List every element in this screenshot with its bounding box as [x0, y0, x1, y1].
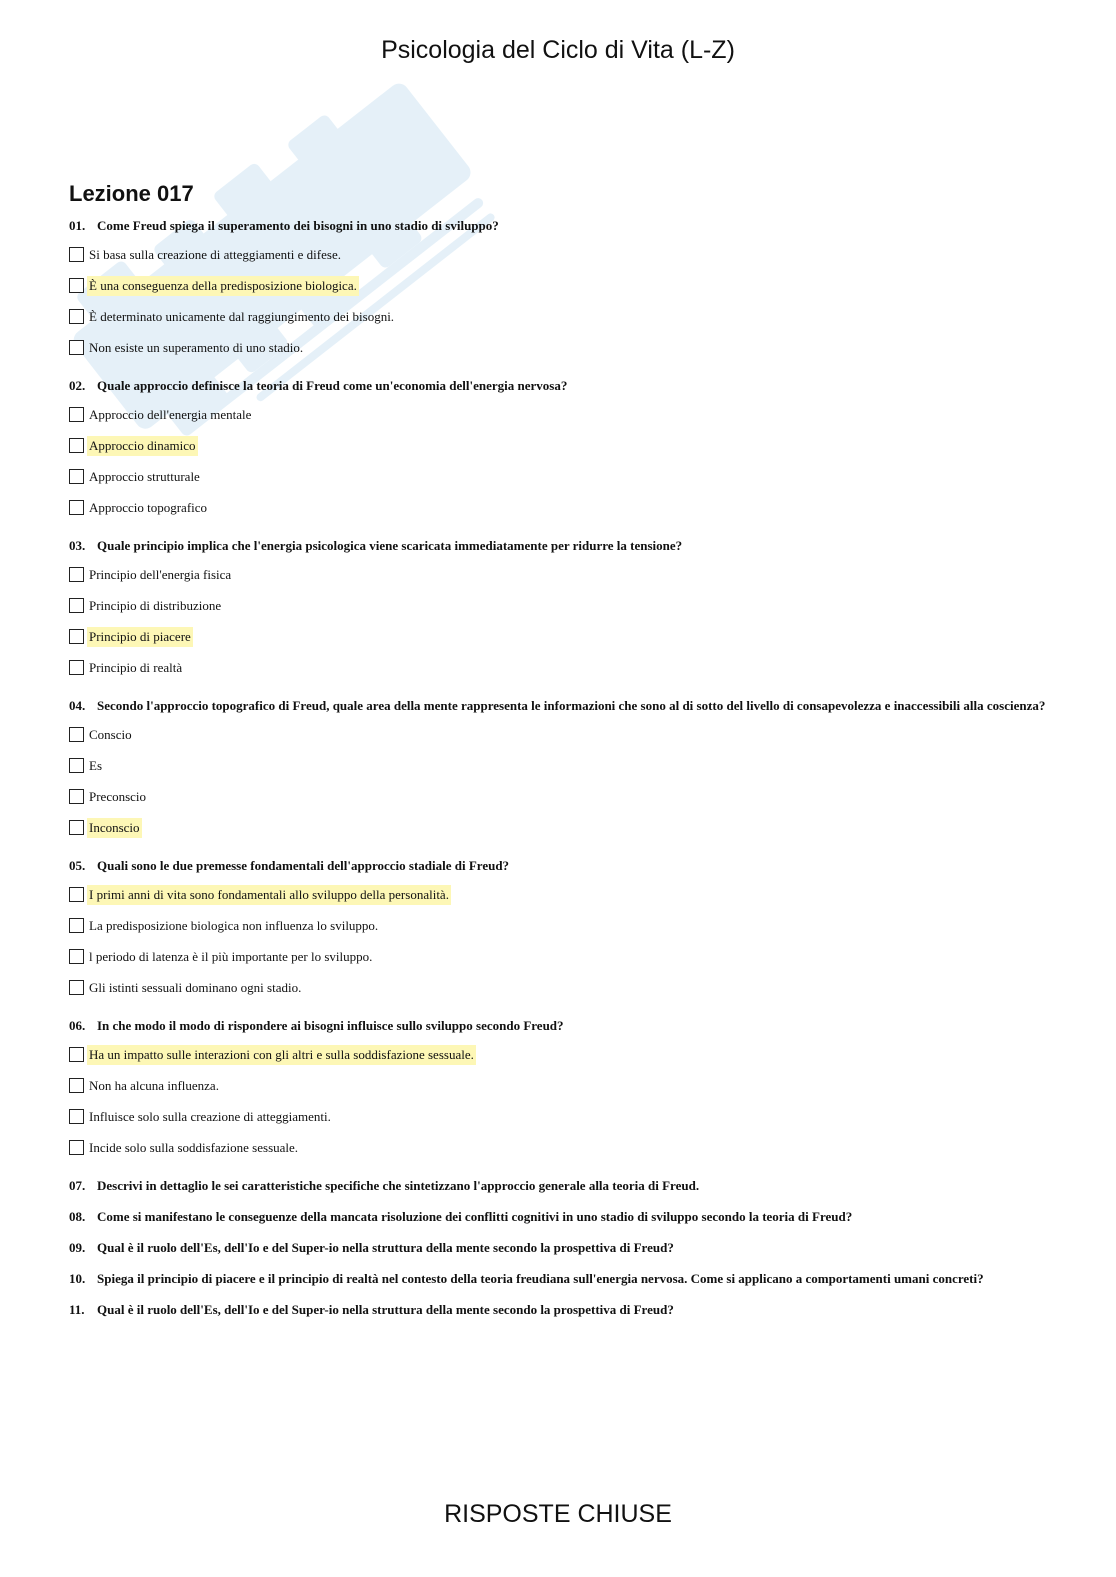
option-label: Es: [89, 757, 102, 773]
open-question-11: [69, 1302, 1049, 1318]
option-label: Approccio strutturale: [89, 468, 200, 484]
question-number: 01.: [69, 218, 86, 233]
question-text: Qual è il ruolo dell'Es, dell'Io e del Super-io nella struttura della mente secondo la prospettiva di Freud?: [97, 1240, 674, 1255]
checkbox[interactable]: [69, 1078, 84, 1093]
checkbox[interactable]: [69, 949, 84, 964]
open-question-10: [69, 1271, 1049, 1287]
question-06: [69, 1018, 1049, 1163]
question-text: In che modo il modo di rispondere ai bisogni influisce sullo sviluppo secondo Freud?: [97, 1018, 564, 1033]
question-number: 08.: [69, 1209, 86, 1224]
question-text: Come si manifestano le conseguenze della mancata risoluzione dei conflitti cognitivi in uno stadio di sviluppo secondo la teoria di Freud?: [97, 1209, 853, 1224]
answer-option[interactable]: [69, 812, 1049, 843]
option-label: Non ha alcuna influenza.: [89, 1077, 219, 1093]
question-list: [69, 218, 1049, 1333]
checkbox[interactable]: [69, 567, 84, 582]
answer-option[interactable]: [69, 719, 1049, 750]
checkbox[interactable]: [69, 887, 84, 902]
option-label: Incide solo sulla soddisfazione sessuale.: [89, 1139, 299, 1155]
checkbox[interactable]: [69, 727, 84, 742]
open-question-09: [69, 1240, 1049, 1256]
checkbox[interactable]: [69, 500, 84, 515]
answer-option[interactable]: [69, 750, 1049, 781]
question-04: [69, 698, 1049, 843]
question-text: Descrivi in dettaglio le sei caratteristiche specifiche che sintetizzano l'approccio generale alla teoria di Freud.: [97, 1178, 700, 1193]
checkbox[interactable]: [69, 1140, 84, 1155]
checkbox[interactable]: [69, 438, 84, 453]
question-number: 11.: [69, 1302, 85, 1317]
answer-option[interactable]: [69, 559, 1049, 590]
option-label: Influisce solo sulla creazione di atteggiamenti.: [89, 1108, 331, 1124]
option-label-highlighted: I primi anni di vita sono fondamentali allo sviluppo della personalità.: [87, 885, 451, 905]
answer-option[interactable]: [69, 461, 1049, 492]
question-01: [69, 218, 1049, 363]
answer-option[interactable]: [69, 399, 1049, 430]
answer-option[interactable]: [69, 1132, 1049, 1163]
option-label-highlighted: Principio di piacere: [87, 627, 193, 647]
answer-option[interactable]: [69, 239, 1049, 270]
question-02: [69, 378, 1049, 523]
question-number: 02.: [69, 378, 86, 393]
question-03: [69, 538, 1049, 683]
checkbox[interactable]: [69, 660, 84, 675]
question-number: 05.: [69, 858, 86, 873]
answer-option[interactable]: [69, 941, 1049, 972]
checkbox[interactable]: [69, 629, 84, 644]
answer-option[interactable]: [69, 332, 1049, 363]
question-number: 03.: [69, 538, 86, 553]
option-label: La predisposizione biologica non influenza lo sviluppo.: [89, 917, 379, 933]
option-label: Principio di realtà: [89, 659, 183, 675]
question-text: Quali sono le due premesse fondamentali dell'approccio stadiale di Freud?: [97, 858, 510, 873]
option-label-highlighted: È una conseguenza della predisposizione biologica.: [87, 276, 359, 296]
question-number: 10.: [69, 1271, 86, 1286]
question-text: Qual è il ruolo dell'Es, dell'Io e del Super-io nella struttura della mente secondo la prospettiva di Freud?: [97, 1302, 674, 1317]
option-label-highlighted: Ha un impatto sulle interazioni con gli altri e sulla soddisfazione sessuale.: [87, 1045, 476, 1065]
answer-option[interactable]: [69, 1039, 1049, 1070]
option-label: Si basa sulla creazione di atteggiamenti e difese.: [89, 246, 341, 262]
question-text: Spiega il principio di piacere e il principio di realtà nel contesto della teoria freudiana sull'energia nervosa. Come si applicano a comportamenti umani concreti?: [97, 1271, 984, 1286]
checkbox[interactable]: [69, 309, 84, 324]
open-question-07: [69, 1178, 1049, 1194]
checkbox[interactable]: [69, 407, 84, 422]
option-label: È determinato unicamente dal raggiungimento dei bisogni.: [89, 308, 395, 324]
question-text: Come Freud spiega il superamento dei bisogni in uno stadio di sviluppo?: [97, 218, 499, 233]
checkbox[interactable]: [69, 247, 84, 262]
option-label: Approccio dell'energia mentale: [89, 406, 252, 422]
option-label: Preconscio: [89, 788, 147, 804]
option-label: Non esiste un superamento di uno stadio.: [89, 339, 304, 355]
checkbox[interactable]: [69, 469, 84, 484]
page-footer: RISPOSTE CHIUSE: [444, 1500, 672, 1528]
checkbox[interactable]: [69, 1047, 84, 1062]
option-label: Conscio: [89, 726, 132, 742]
question-number: 04.: [69, 698, 86, 713]
answer-option[interactable]: [69, 1101, 1049, 1132]
option-label: l periodo di latenza è il più importante per lo sviluppo.: [89, 948, 373, 964]
option-label: Principio dell'energia fisica: [89, 566, 232, 582]
answer-option[interactable]: [69, 910, 1049, 941]
answer-option[interactable]: [69, 270, 1049, 301]
answer-option[interactable]: [69, 621, 1049, 652]
answer-option[interactable]: [69, 430, 1049, 461]
option-label: Principio di distribuzione: [89, 597, 222, 613]
checkbox[interactable]: [69, 598, 84, 613]
lesson-title: Lezione 017: [69, 181, 194, 206]
answer-option[interactable]: [69, 1070, 1049, 1101]
question-number: 06.: [69, 1018, 86, 1033]
option-label: Gli istinti sessuali dominano ogni stadio.: [89, 979, 302, 995]
question-number: 07.: [69, 1178, 86, 1193]
option-label-highlighted: Approccio dinamico: [87, 436, 198, 456]
answer-option[interactable]: [69, 301, 1049, 332]
answer-option[interactable]: [69, 590, 1049, 621]
checkbox[interactable]: [69, 789, 84, 804]
checkbox[interactable]: [69, 820, 84, 835]
question-text: Quale principio implica che l'energia psicologica viene scaricata immediatamente per ridurre la tensione?: [97, 538, 683, 553]
answer-option[interactable]: [69, 652, 1049, 683]
question-05: [69, 858, 1049, 1003]
answer-option[interactable]: [69, 492, 1049, 523]
checkbox[interactable]: [69, 758, 84, 773]
question-text: Quale approccio definisce la teoria di Freud come un'economia dell'energia nervosa?: [97, 378, 568, 393]
option-label-highlighted: Inconscio: [87, 818, 142, 838]
checkbox[interactable]: [69, 278, 84, 293]
checkbox[interactable]: [69, 980, 84, 995]
question-number: 09.: [69, 1240, 86, 1255]
checkbox[interactable]: [69, 340, 84, 355]
answer-option[interactable]: [69, 972, 1049, 1003]
checkbox[interactable]: [69, 918, 84, 933]
question-text: Secondo l'approccio topografico di Freud, quale area della mente rappresenta le informazioni che sono al di sotto del livello di consapevolezza e inaccessibili alla coscienza?: [97, 698, 1046, 713]
option-label: Approccio topografico: [89, 499, 208, 515]
checkbox[interactable]: [69, 1109, 84, 1124]
page-header: Psicologia del Ciclo di Vita (L-Z): [381, 36, 735, 64]
open-question-08: [69, 1209, 1049, 1225]
answer-option[interactable]: [69, 781, 1049, 812]
answer-option[interactable]: [69, 879, 1049, 910]
